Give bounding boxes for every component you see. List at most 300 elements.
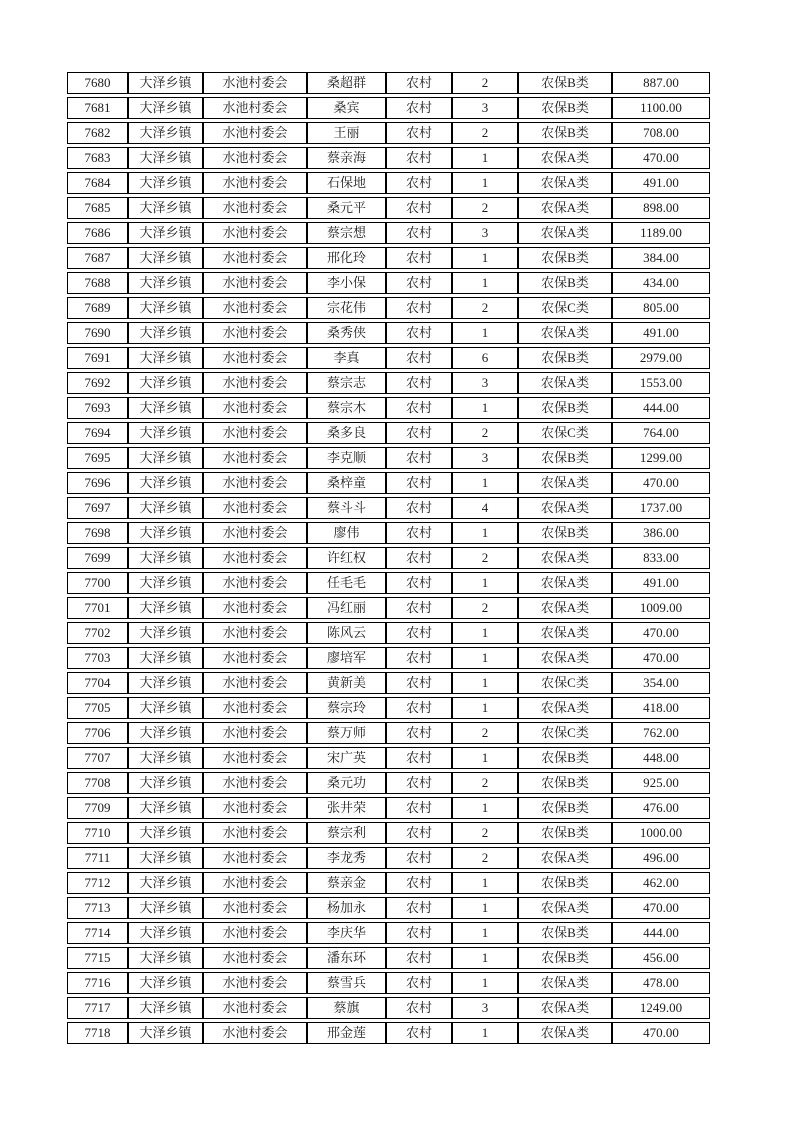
table-cell-person-name: 李庆华 [307,922,386,944]
table-cell-record-id: 7694 [67,422,128,444]
table-cell-count: 1 [452,747,518,769]
table-cell-insurance-category: 农保B类 [518,922,612,944]
table-cell-town: 大泽乡镇 [128,722,203,744]
table-cell-insurance-category: 农保C类 [518,422,612,444]
table-cell-insurance-category: 农保A类 [518,847,612,869]
table-cell-village-committee: 水池村委会 [203,97,307,119]
table-cell-amount: 470.00 [612,1022,710,1044]
table-cell-residence-type: 农村 [386,322,452,344]
table-cell-village-committee: 水池村委会 [203,847,307,869]
table-cell-insurance-category: 农保A类 [518,597,612,619]
table-cell-town: 大泽乡镇 [128,347,203,369]
table-cell-town: 大泽乡镇 [128,322,203,344]
table-row [67,372,710,394]
table-cell-count: 3 [452,222,518,244]
table-cell-residence-type: 农村 [386,922,452,944]
table-cell-residence-type: 农村 [386,772,452,794]
table-cell-town: 大泽乡镇 [128,547,203,569]
table-cell-residence-type: 农村 [386,1022,452,1044]
table-row [67,872,710,894]
table-cell-village-committee: 水池村委会 [203,622,307,644]
table-cell-record-id: 7697 [67,497,128,519]
table-cell-record-id: 7691 [67,347,128,369]
table-cell-residence-type: 农村 [386,447,452,469]
table-cell-town: 大泽乡镇 [128,447,203,469]
table-cell-village-committee: 水池村委会 [203,972,307,994]
table-cell-count: 1 [452,922,518,944]
table-row [67,772,710,794]
table-cell-amount: 2979.00 [612,347,710,369]
table-cell-amount: 434.00 [612,272,710,294]
table-row [67,947,710,969]
table-row [67,597,710,619]
table-cell-count: 3 [452,372,518,394]
table-cell-record-id: 7700 [67,572,128,594]
table-cell-amount: 805.00 [612,297,710,319]
table-cell-person-name: 邢金莲 [307,1022,386,1044]
table-cell-count: 1 [452,1022,518,1044]
table-cell-residence-type: 农村 [386,272,452,294]
table-row [67,997,710,1019]
table-cell-amount: 444.00 [612,397,710,419]
table-cell-insurance-category: 农保B类 [518,97,612,119]
table-cell-insurance-category: 农保A类 [518,572,612,594]
table-row [67,347,710,369]
table-cell-record-id: 7702 [67,622,128,644]
table-cell-amount: 887.00 [612,72,710,94]
table-cell-person-name: 张井荣 [307,797,386,819]
table-cell-person-name: 李小保 [307,272,386,294]
table-cell-town: 大泽乡镇 [128,847,203,869]
table-cell-insurance-category: 农保A类 [518,147,612,169]
table-cell-amount: 833.00 [612,547,710,569]
table-cell-residence-type: 农村 [386,347,452,369]
table-cell-town: 大泽乡镇 [128,172,203,194]
table-cell-village-committee: 水池村委会 [203,122,307,144]
table-cell-record-id: 7714 [67,922,128,944]
table-cell-amount: 476.00 [612,797,710,819]
table-cell-amount: 470.00 [612,147,710,169]
table-cell-village-committee: 水池村委会 [203,647,307,669]
table-cell-record-id: 7683 [67,147,128,169]
table-cell-count: 1 [452,572,518,594]
table-cell-count: 2 [452,597,518,619]
table-row [67,522,710,544]
table-cell-record-id: 7711 [67,847,128,869]
table-cell-person-name: 蔡亲海 [307,147,386,169]
table-cell-record-id: 7684 [67,172,128,194]
table-cell-count: 1 [452,322,518,344]
table-cell-person-name: 李克顺 [307,447,386,469]
table-cell-amount: 386.00 [612,522,710,544]
table-cell-town: 大泽乡镇 [128,522,203,544]
table-cell-count: 2 [452,722,518,744]
table-cell-amount: 462.00 [612,872,710,894]
table-cell-count: 2 [452,197,518,219]
table-cell-residence-type: 农村 [386,247,452,269]
table-cell-town: 大泽乡镇 [128,397,203,419]
table-cell-amount: 470.00 [612,622,710,644]
table-cell-person-name: 蔡宗利 [307,822,386,844]
table-cell-town: 大泽乡镇 [128,297,203,319]
table-row [67,272,710,294]
table-cell-person-name: 蔡旗 [307,997,386,1019]
table-cell-village-committee: 水池村委会 [203,397,307,419]
table-cell-town: 大泽乡镇 [128,222,203,244]
table-cell-village-committee: 水池村委会 [203,497,307,519]
table-cell-person-name: 邢化玲 [307,247,386,269]
table-cell-amount: 470.00 [612,647,710,669]
table-cell-residence-type: 农村 [386,422,452,444]
table-cell-town: 大泽乡镇 [128,147,203,169]
table-cell-village-committee: 水池村委会 [203,447,307,469]
table-cell-person-name: 蔡宗木 [307,397,386,419]
table-cell-person-name: 桑宾 [307,97,386,119]
table-cell-record-id: 7681 [67,97,128,119]
table-cell-insurance-category: 农保A类 [518,972,612,994]
table-cell-town: 大泽乡镇 [128,972,203,994]
table-cell-record-id: 7701 [67,597,128,619]
table-cell-person-name: 廖伟 [307,522,386,544]
table-cell-town: 大泽乡镇 [128,247,203,269]
table-cell-amount: 762.00 [612,722,710,744]
table-cell-residence-type: 农村 [386,297,452,319]
table-cell-residence-type: 农村 [386,72,452,94]
table-cell-amount: 456.00 [612,947,710,969]
table-cell-residence-type: 农村 [386,822,452,844]
table-cell-count: 2 [452,122,518,144]
table-cell-amount: 470.00 [612,897,710,919]
table-cell-residence-type: 农村 [386,647,452,669]
table-cell-insurance-category: 农保B类 [518,772,612,794]
table-cell-residence-type: 农村 [386,222,452,244]
table-cell-insurance-category: 农保A类 [518,897,612,919]
table-cell-town: 大泽乡镇 [128,122,203,144]
table-cell-person-name: 桑元功 [307,772,386,794]
table-cell-town: 大泽乡镇 [128,1022,203,1044]
table-cell-insurance-category: 农保A类 [518,222,612,244]
table-cell-insurance-category: 农保B类 [518,347,612,369]
table-cell-insurance-category: 农保A类 [518,1022,612,1044]
table-cell-village-committee: 水池村委会 [203,422,307,444]
table-cell-insurance-category: 农保C类 [518,722,612,744]
table-cell-residence-type: 农村 [386,847,452,869]
table-cell-amount: 491.00 [612,172,710,194]
table-cell-record-id: 7705 [67,697,128,719]
table-row [67,97,710,119]
table-cell-amount: 764.00 [612,422,710,444]
table-cell-insurance-category: 农保B类 [518,797,612,819]
table-cell-insurance-category: 农保A类 [518,697,612,719]
table-cell-record-id: 7682 [67,122,128,144]
table-cell-count: 1 [452,622,518,644]
table-cell-person-name: 陈风云 [307,622,386,644]
table-row [67,497,710,519]
table-cell-record-id: 7687 [67,247,128,269]
table-cell-amount: 708.00 [612,122,710,144]
table-cell-village-committee: 水池村委会 [203,722,307,744]
table-cell-person-name: 桑秀侠 [307,322,386,344]
table-cell-person-name: 许红权 [307,547,386,569]
table-cell-amount: 1553.00 [612,372,710,394]
table-cell-village-committee: 水池村委会 [203,322,307,344]
table-cell-residence-type: 农村 [386,572,452,594]
table-cell-amount: 1249.00 [612,997,710,1019]
table-cell-record-id: 7703 [67,647,128,669]
table-cell-village-committee: 水池村委会 [203,297,307,319]
table-cell-town: 大泽乡镇 [128,372,203,394]
table-cell-record-id: 7712 [67,872,128,894]
table-cell-person-name: 桑多良 [307,422,386,444]
table-cell-town: 大泽乡镇 [128,822,203,844]
table-cell-record-id: 7686 [67,222,128,244]
table-cell-record-id: 7706 [67,722,128,744]
table-cell-insurance-category: 农保A类 [518,622,612,644]
table-cell-person-name: 蔡万师 [307,722,386,744]
table-body [67,72,710,1044]
table-cell-amount: 1000.00 [612,822,710,844]
table-row [67,297,710,319]
table-cell-town: 大泽乡镇 [128,622,203,644]
table-cell-person-name: 杨加永 [307,897,386,919]
table-cell-person-name: 黄新美 [307,672,386,694]
table-cell-count: 1 [452,172,518,194]
table-cell-amount: 384.00 [612,247,710,269]
table-cell-amount: 1100.00 [612,97,710,119]
table-cell-amount: 496.00 [612,847,710,869]
table-cell-record-id: 7692 [67,372,128,394]
table-cell-amount: 1737.00 [612,497,710,519]
table-row [67,1022,710,1044]
table-cell-count: 2 [452,822,518,844]
table-cell-count: 2 [452,72,518,94]
table-cell-village-committee: 水池村委会 [203,372,307,394]
table-cell-amount: 925.00 [612,772,710,794]
table-cell-residence-type: 农村 [386,897,452,919]
table-cell-record-id: 7690 [67,322,128,344]
table-cell-town: 大泽乡镇 [128,797,203,819]
table-cell-amount: 354.00 [612,672,710,694]
table-cell-village-committee: 水池村委会 [203,697,307,719]
table-cell-residence-type: 农村 [386,797,452,819]
table-cell-person-name: 李真 [307,347,386,369]
table-cell-person-name: 石保地 [307,172,386,194]
table-cell-insurance-category: 农保B类 [518,947,612,969]
table-cell-record-id: 7688 [67,272,128,294]
table-cell-insurance-category: 农保A类 [518,497,612,519]
table-cell-insurance-category: 农保A类 [518,372,612,394]
table-cell-person-name: 蔡宗想 [307,222,386,244]
table-cell-residence-type: 农村 [386,122,452,144]
table-cell-town: 大泽乡镇 [128,922,203,944]
table-cell-residence-type: 农村 [386,697,452,719]
table-cell-residence-type: 农村 [386,597,452,619]
table-cell-insurance-category: 农保A类 [518,197,612,219]
table-cell-residence-type: 农村 [386,672,452,694]
table-cell-insurance-category: 农保B类 [518,72,612,94]
table-cell-town: 大泽乡镇 [128,472,203,494]
table-cell-town: 大泽乡镇 [128,197,203,219]
table-cell-village-committee: 水池村委会 [203,1022,307,1044]
table-cell-insurance-category: 农保A类 [518,322,612,344]
table-cell-village-committee: 水池村委会 [203,672,307,694]
table-cell-residence-type: 农村 [386,172,452,194]
table-cell-village-committee: 水池村委会 [203,347,307,369]
table-cell-person-name: 宋广英 [307,747,386,769]
table-row [67,172,710,194]
table-cell-count: 2 [452,297,518,319]
table-cell-count: 1 [452,397,518,419]
table-cell-person-name: 桑元平 [307,197,386,219]
table-cell-count: 1 [452,872,518,894]
table-row [67,672,710,694]
table-cell-insurance-category: 农保B类 [518,872,612,894]
table-cell-count: 1 [452,947,518,969]
table-cell-record-id: 7696 [67,472,128,494]
table-cell-insurance-category: 农保B类 [518,247,612,269]
table-cell-amount: 1189.00 [612,222,710,244]
table-cell-count: 1 [452,472,518,494]
table-row [67,422,710,444]
table-cell-insurance-category: 农保B类 [518,272,612,294]
table-cell-village-committee: 水池村委会 [203,572,307,594]
table-cell-record-id: 7708 [67,772,128,794]
table-cell-count: 2 [452,422,518,444]
table-cell-count: 1 [452,697,518,719]
table-cell-count: 3 [452,447,518,469]
table-cell-village-committee: 水池村委会 [203,872,307,894]
table-cell-village-committee: 水池村委会 [203,772,307,794]
table-cell-person-name: 桑超群 [307,72,386,94]
table-cell-count: 2 [452,847,518,869]
table-cell-record-id: 7685 [67,197,128,219]
table-cell-town: 大泽乡镇 [128,497,203,519]
table-cell-record-id: 7716 [67,972,128,994]
table-row [67,847,710,869]
table-cell-village-committee: 水池村委会 [203,822,307,844]
table-cell-village-committee: 水池村委会 [203,797,307,819]
records-table [67,69,710,1047]
table-cell-village-committee: 水池村委会 [203,247,307,269]
table-cell-residence-type: 农村 [386,497,452,519]
table-row [67,572,710,594]
table-cell-insurance-category: 农保A类 [518,997,612,1019]
table-cell-town: 大泽乡镇 [128,72,203,94]
table-cell-insurance-category: 农保B类 [518,747,612,769]
table-cell-town: 大泽乡镇 [128,997,203,1019]
table-cell-town: 大泽乡镇 [128,422,203,444]
table-cell-count: 1 [452,247,518,269]
table-cell-residence-type: 农村 [386,197,452,219]
table-cell-person-name: 李龙秀 [307,847,386,869]
table-cell-village-committee: 水池村委会 [203,272,307,294]
table-cell-count: 2 [452,547,518,569]
table-cell-record-id: 7713 [67,897,128,919]
table-row [67,547,710,569]
table-cell-town: 大泽乡镇 [128,772,203,794]
table-cell-record-id: 7689 [67,297,128,319]
table-cell-residence-type: 农村 [386,872,452,894]
table-cell-residence-type: 农村 [386,747,452,769]
table-cell-insurance-category: 农保A类 [518,172,612,194]
table-cell-record-id: 7707 [67,747,128,769]
table-cell-count: 1 [452,647,518,669]
table-cell-person-name: 王丽 [307,122,386,144]
table-cell-village-committee: 水池村委会 [203,947,307,969]
table-cell-person-name: 蔡宗玲 [307,697,386,719]
table-cell-count: 2 [452,772,518,794]
table-cell-amount: 444.00 [612,922,710,944]
table-cell-person-name: 桑梓童 [307,472,386,494]
table-row [67,722,710,744]
table-cell-residence-type: 农村 [386,997,452,1019]
table-cell-residence-type: 农村 [386,722,452,744]
table-cell-insurance-category: 农保A类 [518,472,612,494]
table-cell-village-committee: 水池村委会 [203,897,307,919]
table-row [67,322,710,344]
table-cell-town: 大泽乡镇 [128,672,203,694]
table-cell-town: 大泽乡镇 [128,647,203,669]
table-cell-village-committee: 水池村委会 [203,997,307,1019]
table-cell-town: 大泽乡镇 [128,947,203,969]
table-cell-record-id: 7695 [67,447,128,469]
table-cell-record-id: 7693 [67,397,128,419]
table-row [67,897,710,919]
table-cell-count: 3 [452,97,518,119]
table-cell-insurance-category: 农保B类 [518,447,612,469]
table-cell-count: 4 [452,497,518,519]
table-cell-residence-type: 农村 [386,397,452,419]
table-cell-person-name: 任毛毛 [307,572,386,594]
table-cell-town: 大泽乡镇 [128,897,203,919]
table-cell-residence-type: 农村 [386,472,452,494]
table-cell-village-committee: 水池村委会 [203,147,307,169]
table-cell-person-name: 蔡雪兵 [307,972,386,994]
table-row [67,622,710,644]
table-cell-amount: 1009.00 [612,597,710,619]
table-row [67,72,710,94]
table-cell-amount: 478.00 [612,972,710,994]
table-cell-amount: 491.00 [612,572,710,594]
table-cell-town: 大泽乡镇 [128,872,203,894]
table-cell-count: 1 [452,272,518,294]
table-row [67,972,710,994]
table-cell-insurance-category: 农保C类 [518,672,612,694]
table-cell-person-name: 宗花伟 [307,297,386,319]
table-cell-village-committee: 水池村委会 [203,547,307,569]
table-cell-village-committee: 水池村委会 [203,522,307,544]
table-cell-count: 6 [452,347,518,369]
table-row [67,647,710,669]
table-row [67,147,710,169]
table-cell-insurance-category: 农保B类 [518,522,612,544]
table-cell-village-committee: 水池村委会 [203,197,307,219]
table-cell-person-name: 潘东环 [307,947,386,969]
table-cell-record-id: 7698 [67,522,128,544]
table-row [67,922,710,944]
table-row [67,447,710,469]
table-cell-residence-type: 农村 [386,522,452,544]
table-cell-count: 1 [452,797,518,819]
table-cell-amount: 448.00 [612,747,710,769]
table-cell-town: 大泽乡镇 [128,572,203,594]
table-cell-residence-type: 农村 [386,372,452,394]
table-cell-record-id: 7704 [67,672,128,694]
table-cell-residence-type: 农村 [386,622,452,644]
table-cell-insurance-category: 农保A类 [518,647,612,669]
table-cell-residence-type: 农村 [386,947,452,969]
table-cell-village-committee: 水池村委会 [203,747,307,769]
